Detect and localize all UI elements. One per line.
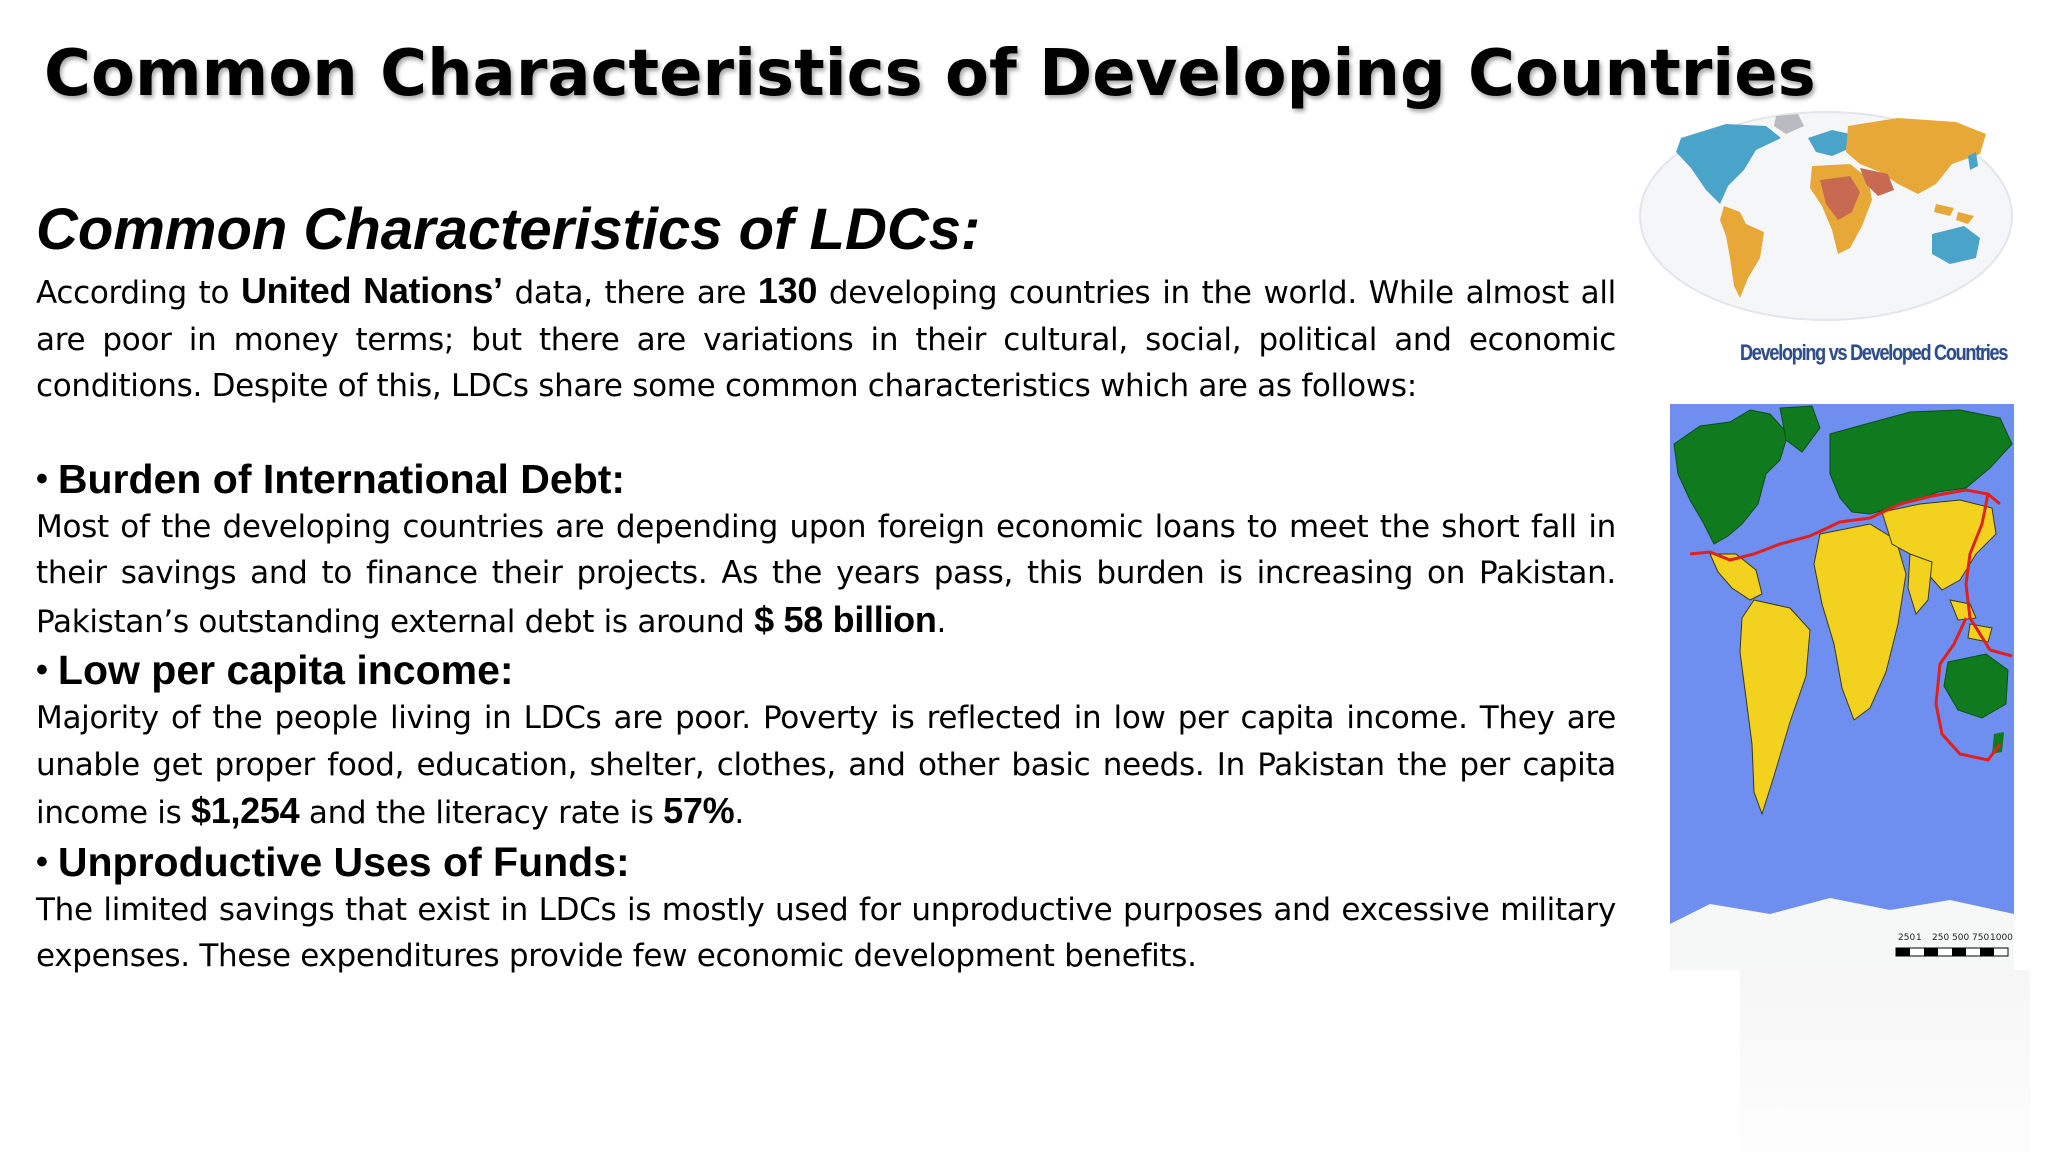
section-subtitle: Common Characteristics of LDCs: xyxy=(36,197,981,262)
image-shadow xyxy=(1740,970,2030,1152)
intro-count: 130 xyxy=(757,270,818,311)
income-text-1: Majority of the people living in LDCs are poor. Poverty is reflected in low per capita income. They are unable get proper food, education, shelter, clothes, and other basic needs. In Pakistan the per capita income is xyxy=(36,700,1616,831)
literacy-rate: 57% xyxy=(663,790,735,831)
funds-paragraph xyxy=(36,887,1616,980)
bullet-heading-text: Unproductive Uses of Funds: xyxy=(57,838,630,885)
world-map-north-south-image xyxy=(1670,404,2014,970)
intro-text-1: According to xyxy=(36,275,241,311)
scale-label: 250 xyxy=(1898,933,1916,943)
debt-text-1: Most of the developing countries are depending upon foreign economic loans to meet the short fall in their savings and to finance their projects. As the years pass, this burden is increasing on Pakistan. Pakistan’s outstanding external debt is around xyxy=(36,508,1616,640)
debt-paragraph xyxy=(36,504,1616,646)
bullet-heading-income xyxy=(36,645,1616,695)
map-caption: Developing vs Developed Countries xyxy=(1740,340,2008,365)
bullet-icon: • xyxy=(36,842,48,881)
bullet-heading-text: Low per capita income: xyxy=(57,647,514,693)
scale-label: 500 xyxy=(1952,933,1970,943)
income-text-2: and the literacy rate is xyxy=(299,795,664,831)
bullet-heading-debt xyxy=(36,454,1616,504)
bullet-heading-text: Burden of International Debt: xyxy=(57,455,626,502)
debt-text-2: . xyxy=(936,603,947,640)
scale-label: 1 xyxy=(1916,933,1922,943)
income-paragraph xyxy=(36,695,1616,837)
intro-text-2: data, there are xyxy=(502,275,758,311)
scale-label: 750 xyxy=(1972,933,1990,943)
intro-text-3: developing countries in the world. While almost all are poor in money terms; but there are variations in their cultural, social, political and economic conditions. Despite of this, LDCs share some common characteristics which are as follows: xyxy=(36,275,1616,404)
slide-content xyxy=(36,192,1616,980)
bullet-icon: • xyxy=(36,459,48,498)
world-map-developing-image xyxy=(1636,108,2016,324)
slide-title: Common Characteristics of Developing Countries xyxy=(44,37,1816,111)
debt-amount: $ 58 billion xyxy=(754,598,937,640)
funds-text-1: The limited savings that exist in LDCs is mostly used for unproductive purposes and excessive military expenses. These expenditures provide few economic development benefits. xyxy=(36,891,1616,974)
bullet-icon: • xyxy=(36,651,48,689)
scale-label: 1000 xyxy=(1990,933,2013,943)
scale-label: 250 xyxy=(1932,933,1950,943)
intro-paragraph xyxy=(36,268,1616,410)
bullet-heading-funds xyxy=(36,837,1616,887)
intro-org: United Nations’ xyxy=(240,270,503,311)
income-text-3: . xyxy=(734,795,744,831)
income-amount: $1,254 xyxy=(191,790,300,831)
